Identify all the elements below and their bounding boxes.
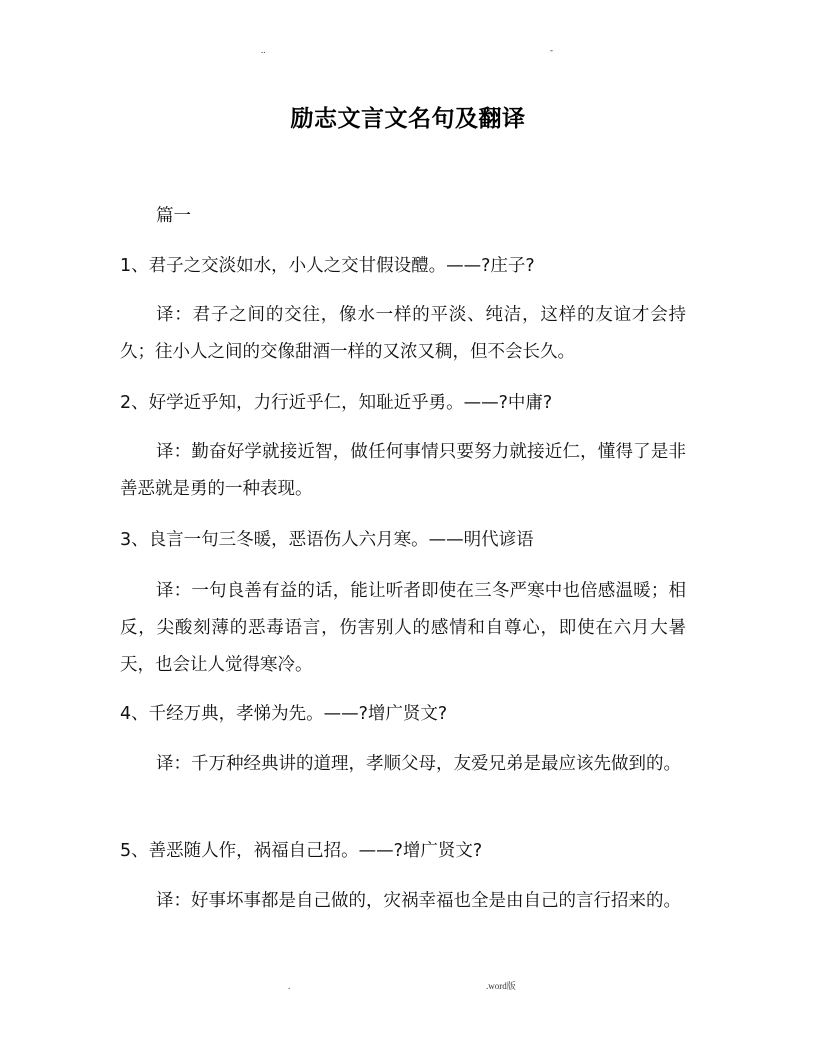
footer-right-mark: .word版 xyxy=(486,981,516,991)
page-title: 励志文言文名句及翻译 xyxy=(290,106,526,132)
translation-3: 译：一句良善有益的话，能让听者即使在三冬严寒中也倍感温暖；相反，尖酸刻薄的恶毒语言，伤害别人的感情和自尊心，即使在六月大暑天，也会让人觉得寒冷。 xyxy=(120,581,686,675)
translation-1: 译：君子之间的交往，像水一样的平淡、纯洁，这样的友谊才会持久；往小人之间的交像甜酒一样的又浓又稠，但不会长久。 xyxy=(120,305,686,362)
quote-5: 5、善恶随人作，祸福自己招。——?增广贤文? xyxy=(120,841,483,861)
translation-2: 译：勤奋好学就接近智，做任何事情只要努力就接近仁，懂得了是非善恶就是勇的一种表现。 xyxy=(120,442,686,499)
quote-1: 1、君子之交淡如水，小人之交甘假设醴。——?庄子? xyxy=(120,256,535,276)
translation-5: 译：好事坏事都是自己做的，灾祸幸福也全是由自己的言行招来的。 xyxy=(156,891,681,911)
translation-4: 译：千万种经典讲的道理，孝顺父母，友爱兄弟是最应该先做到的。 xyxy=(156,754,681,774)
header-left-mark: .. xyxy=(261,45,266,55)
quote-3: 3、良言一句三冬暖，恶语伤人六月寒。——明代谚语 xyxy=(120,530,534,550)
section-label: 篇一 xyxy=(156,206,191,226)
header-right-mark: - xyxy=(550,45,553,55)
footer-left-mark: . xyxy=(288,981,291,991)
quote-4: 4、千经万典，孝悌为先。——?增广贤文? xyxy=(120,704,448,724)
quote-2: 2、好学近乎知，力行近乎仁，知耻近乎勇。——?中庸? xyxy=(120,393,553,413)
